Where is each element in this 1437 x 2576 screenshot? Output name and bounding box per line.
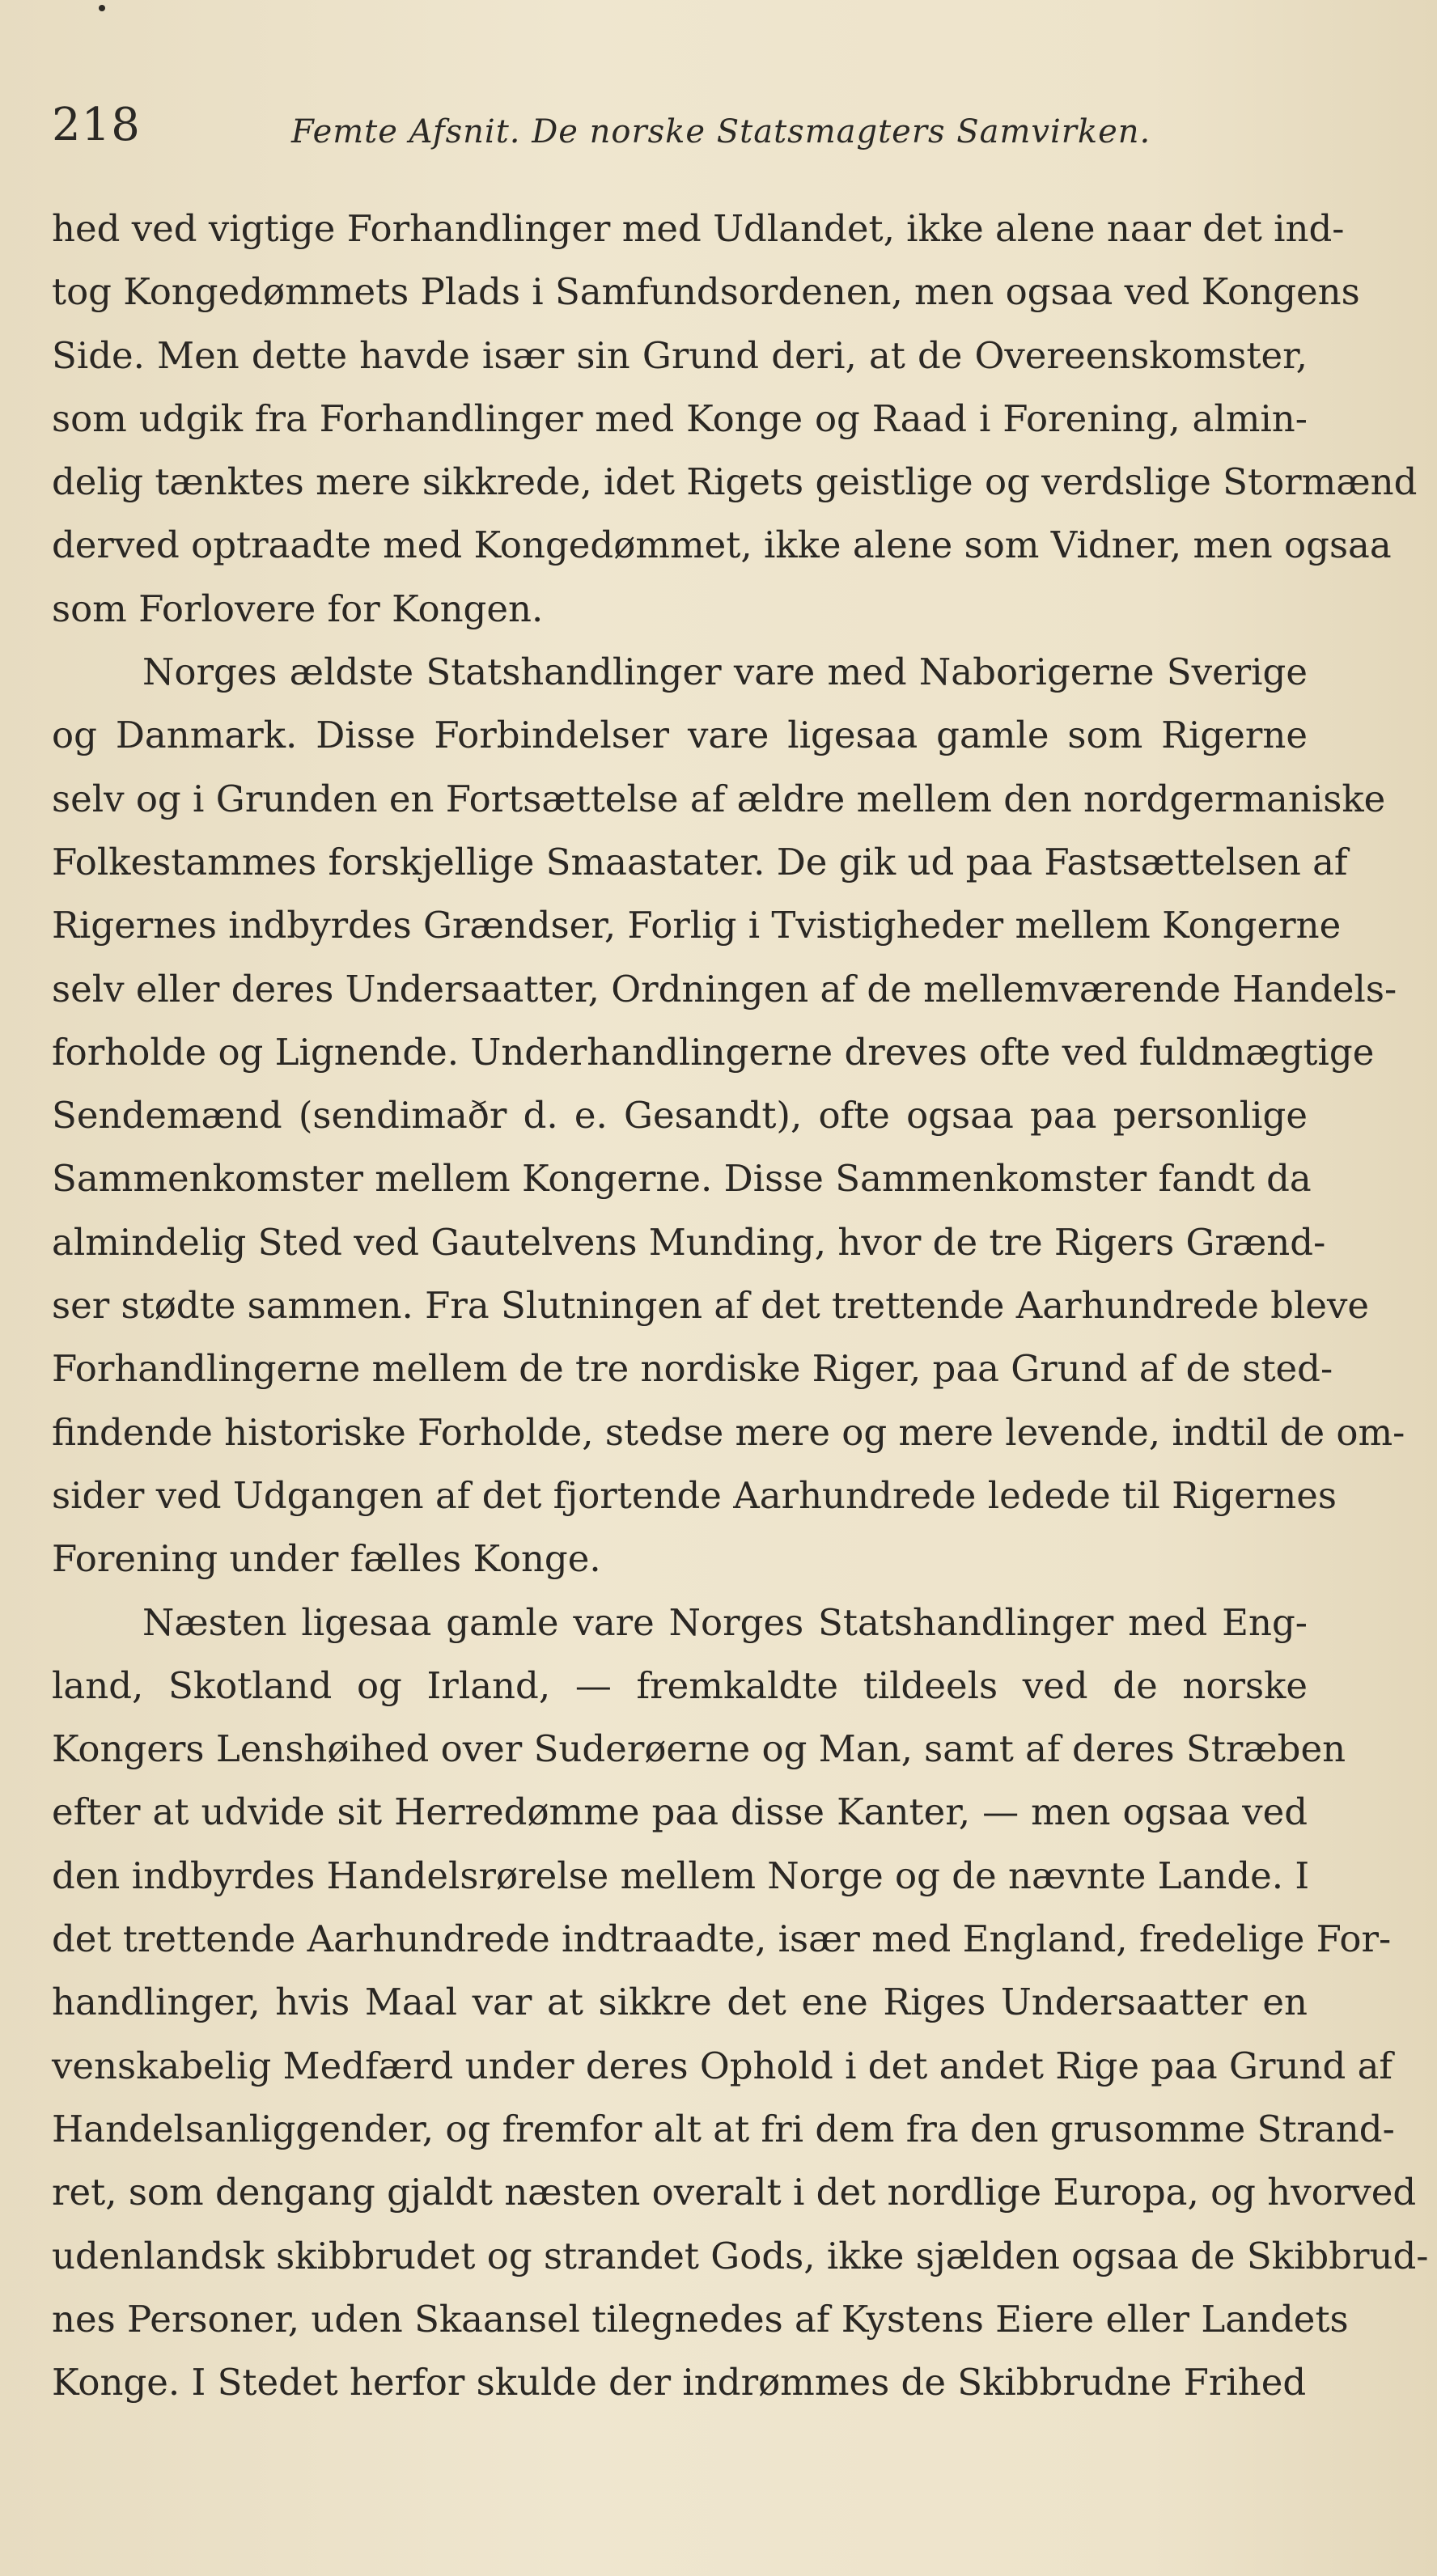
body-text: [52, 197, 1429, 2414]
page-header: [52, 95, 1314, 168]
ink-speck: [99, 5, 105, 11]
text-line: findende historiske Forholde, stedse mere og mere levende, indtil de om-: [52, 1410, 1405, 1454]
paragraph: [52, 1591, 1429, 2415]
running-head: Femte Afsnit. De norske Statsmagters Samvirken.: [291, 113, 1151, 150]
text-line: Konge. I Stedet herfor skulde der indrømmes de Skibbrudne Frihed: [52, 2361, 1307, 2404]
text-line: den indbyrdes Handelsrørelse mellem Norge og de nævnte Lande. I: [52, 1854, 1310, 1897]
text-line: almindelig Sted ved Gautelvens Munding, hvor de tre Rigers Grænd-: [52, 1220, 1326, 1264]
page-number: 218: [52, 99, 141, 151]
text-line: selv eller deres Undersaatter, Ordningen af de mellemværende Handels-: [52, 967, 1397, 1010]
text-line: Folkestammes forskjellige Smaastater. De gik ud paa Fastsættelsen af: [52, 840, 1348, 883]
text-line: Sendemænd (sendimaðr d. e. Gesandt), ofte ogsaa paa personlige: [52, 1094, 1308, 1138]
text-line: Side. Men dette havde især sin Grund deri, at de Overeenskomster,: [52, 333, 1308, 377]
text-line: delig tænktes mere sikkrede, idet Rigets geistlige og verdslige Stormænd: [52, 460, 1418, 504]
text-line: Norges ældste Statshandlinger vare med Naborigerne Sverige: [142, 650, 1308, 694]
text-line: ret, som dengang gjaldt næsten overalt i det nordlige Europa, og hvorved: [52, 2171, 1417, 2214]
text-line: Næsten ligesaa gamle vare Norges Statshandlinger med Eng-: [142, 1600, 1308, 1644]
text-line: derved optraadte med Kongedømmet, ikke alene som Vidner, men ogsaa: [52, 523, 1392, 567]
text-line: Forhandlingerne mellem de tre nordiske Riger, paa Grund af de sted-: [52, 1347, 1333, 1391]
text-line: Sammenkomster mellem Kongerne. Disse Sammenkomster fandt da: [52, 1157, 1312, 1201]
paragraph: [52, 641, 1405, 1591]
text-line: efter at udvide sit Herredømme paa disse Kanter, — men ogsaa ved: [52, 1790, 1308, 1834]
text-line: handlinger, hvis Maal var at sikkre det ene Riges Undersaatter en: [52, 1981, 1308, 2024]
text-line: Forening under fælles Konge.: [52, 1537, 601, 1581]
text-line: som udgik fra Forhandlinger med Konge og Raad i Forening, almin-: [52, 396, 1308, 440]
text-line: Handelsanliggender, og fremfor alt at fri dem fra den grusomme Strand-: [52, 2107, 1395, 2150]
text-line: venskabelig Medfærd under deres Ophold i det andet Rige paa Grund af: [52, 2044, 1393, 2087]
text-line: hed ved vigtige Forhandlinger med Udlandet, ikke alene naar det ind-: [52, 207, 1345, 250]
text-line: nes Personer, uden Skaansel tilegnedes af Kystens Eiere eller Landets: [52, 2297, 1349, 2341]
text-line: ser stødte sammen. Fra Slutningen af det trettende Aarhundrede bleve: [52, 1284, 1370, 1328]
text-line: land, Skotland og Irland, — fremkaldte tildeels ved de norske: [52, 1663, 1308, 1707]
text-line: som Forlovere for Kongen.: [52, 587, 544, 630]
text-line: udenlandsk skibbrudet og strandet Gods, ikke sjælden ogsaa de Skibbrud-: [52, 2234, 1429, 2277]
text-line: forholde og Lignende. Underhandlingerne dreves ofte ved fuldmægtige: [52, 1030, 1375, 1074]
paragraph: [52, 197, 1418, 641]
text-line: tog Kongedømmets Plads i Samfundsordenen, men ogsaa ved Kongens: [52, 270, 1360, 314]
text-line: og Danmark. Disse Forbindelser vare ligesaa gamle som Rigerne: [52, 714, 1308, 757]
text-line: Kongers Lenshøihed over Suderøerne og Man, samt af deres Stræben: [52, 1727, 1346, 1771]
text-line: det trettende Aarhundrede indtraadte, især med England, fredelige For-: [52, 1917, 1392, 1961]
text-line: Rigernes indbyrdes Grændser, Forlig i Tvistigheder mellem Kongerne: [52, 904, 1342, 947]
text-line: selv og i Grunden en Fortsættelse af ældre mellem den nordgermaniske: [52, 777, 1386, 820]
text-line: sider ved Udgangen af det fjortende Aarhundrede ledede til Rigernes: [52, 1473, 1337, 1517]
